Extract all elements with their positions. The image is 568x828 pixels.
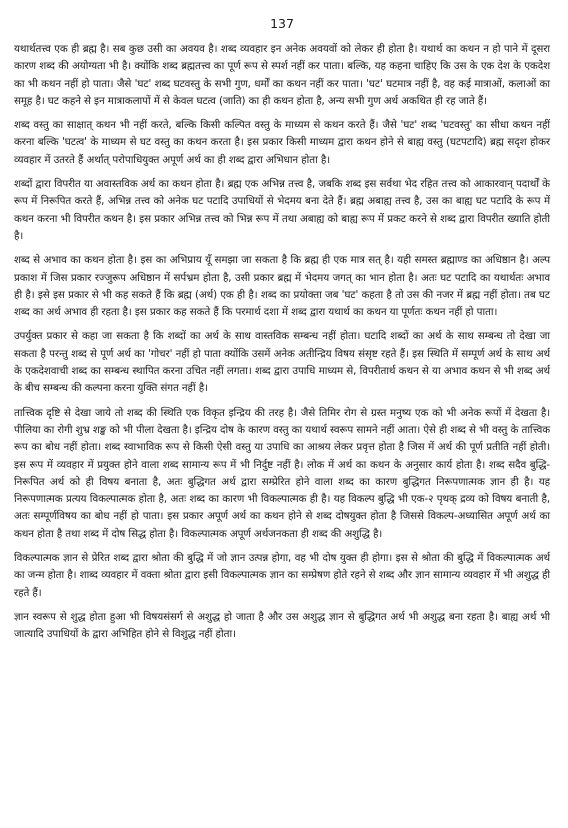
paragraph: शब्दों द्वारा विपरीत या अवास्तविक अर्थ का कथन होता है। ब्रह्म एक अभिन्न तत्त्व है, जबकि शब्द इस सर्वथा भेद रहित तत्त्व को आकारवान् पदार्थों के रूप में निरूपित करते हैं, अभिन्न तत्त्व को अनेक घट पटादि उपाधियों से भेदमय बना देते हैं। ब्रह्म अबाह्य तत्त्व है, उस का बाह्य घट पटादि के रूप में कथन करना भी विपरीत कथन है। इस प्रकार अभिन्न तत्त्व को भिन्न रूप में तथा अबाह्य को बाह्य रूप में प्रकट करने से शब्द द्वारा विपरीत ख्याति होती है। [14,178,550,242]
paragraph: ज्ञान स्वरूप से शुद्ध होता हुआ भी विषयसंसर्ग से अशुद्ध हो जाता है और उस अशुद्ध ज्ञान से बुद्धिगत अर्थ भी अशुद्ध बना रहता है। बाह्य अर्थ भी जात्यादि उपाधियों के द्वारा अभिहित होने से विशुद्ध नहीं होता। [14,610,550,641]
paragraph: यथार्थतत्त्व एक ही ब्रह्म है। सब कुछ उसी का अवयव है। शब्द व्यवहार इन अनेक अवयवों को लेकर ही होता है। यथार्थ का कथन न हो पाने में दूसरा कारण शब्द की अयोग्यता भी है। क्योंकि शब्द ब्रह्मतत्त्व का पूर्ण रूप से स्पर्श नहीं कर पाता। बल्कि, यह कहना चाहिए कि उस के एक देश के एकदेश का भी कथन नहीं हो पाता। जैसे 'घट' शब्द घटवस्तु के सभी गुण, धर्मों का कथन नहीं कर पाता। 'घट' घटमात्र नहीं है, वह कई मात्राओं, कलाओं का समूह है। घट कहने से इन मात्राकलापों में से केवल घटत्व (जाति) का ही कथन होता है, अन्य सभी गुण अर्थ अकथित ही रह जाते हैं। [14,43,550,107]
page-number: 137 [270,16,294,31]
paragraph: शब्द से अभाव का कथन होता है। इस का अभिप्राय यूँ समझा जा सकता है कि ब्रह्म ही एक मात्र सत् है। यही समस्त ब्रह्माण्ड का अधिष्ठान है। अल्प प्रकाश में जिस प्रकार रज्जुरूप अधिष्ठान में सर्पभ्रम होता है, उसी प्रकार ब्रह्म में भेदमय जगत् का भान होता है। अतः घट पटादि का यथार्थतः अभाव ही है। इसे इस प्रकार से भी कह सकते हैं कि ब्रह्म (अर्थ) एक ही है। शब्द का प्रयोक्ता जब 'घट' कहता है तो उस की नजर में ब्रह्म नहीं होता। तब घट शब्द का अर्थ अभाव ही रहता है। इस प्रकार कह सकते हैं कि परमार्थ दशा में शब्द द्वारा यथार्थ का कथन या पूर्णतः कथन नहीं हो पाता। [14,254,550,319]
paragraph: तात्त्विक दृष्टि से देखा जाये तो शब्द की स्थिति एक विकृत इन्द्रिय की तरह है। जैसे तिमिर रोग से ग्रस्त मनुष्य एक को भी अनेक रूपों में देखता है। पीलिया का रोगी शुभ्र शङ्ख को भी पीला देखता है। इन्द्रिय दोष के कारण वस्तु का यथार्थ स्वरूप सामने नहीं आता। ऐसे ही शब्द से भी वस्तु के तात्त्विक रूप का बोध नहीं होता। शब्द स्वाभाविक रूप से किसी ऐसी वस्तु या उपाधि का आश्रय लेकर प्रवृत्त होता है जिस में अर्थ की पूर्ण प्रतीति नहीं होती। इस रूप में व्यवहार में प्रयुक्त होने वाला शब्द सामान्य रूप में भी निर्दुष्ट नहीं है। लोक में अर्थ का कथन के अनुसार कार्य होता है। शब्द सदैव बुद्धि-निरूपित अर्थ को ही विषय बनाता है, अतः बुद्धिगत अर्थ द्वारा सम्प्रेरित होने वाला शब्द का कारण बुद्धिगत निरूपणात्मक ज्ञान ही है। यह निरूपणात्मक प्रत्यय विकल्पात्मक होता है, अतः शब्द का कारण भी विकल्पात्मक ही है। यह विकल्प बुद्धि भी एक-२ पृथक् द्रव्य को विषय बनाती है, अतः सम्पूर्णविषय का बोध नहीं हो पाता। इस प्रकार अपूर्ण अर्थ का कथन होने से शब्द दोषयुक्त होता है जिससे विकल्प-अध्यासित अपूर्ण अर्थ का कथन होता है तथा शब्द में दोष सिद्ध होता है। विकल्पात्मक अपूर्ण अर्थजनकता ही शब्द की अशुद्धि है। [14,406,551,540]
paragraph: उपर्युक्त प्रकार से कहा जा सकता है कि शब्दों का अर्थ के साथ वास्तविक सम्बन्ध नहीं होता। घटादि शब्दों का अर्थ के साथ सम्बन्ध तो देखा जा सकता है परन्तु शब्द से पूर्ण अर्थ का 'गोचर' नहीं हो पाता क्योंकि उसमें अनेक अतीन्द्रिय विषय संसृष्ट रहते हैं। इस स्थिति में सम्पूर्ण अर्थ के साथ अर्थ के एकदेशवाची शब्द का सम्बन्ध स्थापित करना उचित नहीं लगता। शब्द द्वारा उपाधि माध्यम से, विपरीतार्थ कथन से या अभाव कथन से भी शब्द अर्थ के बीच सम्बन्ध की कल्पना करना युक्ति संगत नहीं है। [14,330,550,395]
paragraph: शब्द वस्तु का साक्षात् कथन भी नहीं करते, बल्कि किसी कल्पित वस्तु के माध्यम से कथन करते हैं। जैसे 'घट' शब्द 'घटवस्तु' का सीधा कथन नहीं करना बल्कि 'घटत्व' के माध्यम से घट वस्तु का कथन करता है। इस प्रकार किसी माध्यम द्वारा कथन होने से बाह्य वस्तु (घटपटादि) ब्रह्म सदृश होकर व्यवहार में उतरते हैं अर्थात् परोपाधियुक्त अपूर्ण अर्थ का ही शब्द द्वारा अभिधान होता है। [14,119,550,166]
paragraph: विकल्पात्मक ज्ञान से प्रेरित शब्द द्वारा श्रोता की बुद्धि में जो ज्ञान उत्पन्न होगा, वह भी दोष युक्त ही होगा। इस से श्रोता की बुद्धि में विकल्पात्मक अर्थ का जन्म होता है। शाब्द व्यवहार में वक्ता श्रोता द्वारा इसी विकल्पात्मक ज्ञान का सम्प्रेषण होते रहने से शब्द और ज्ञान सामान्य व्यवहार में भी अशुद्ध ही रहते हैं। [14,552,550,599]
